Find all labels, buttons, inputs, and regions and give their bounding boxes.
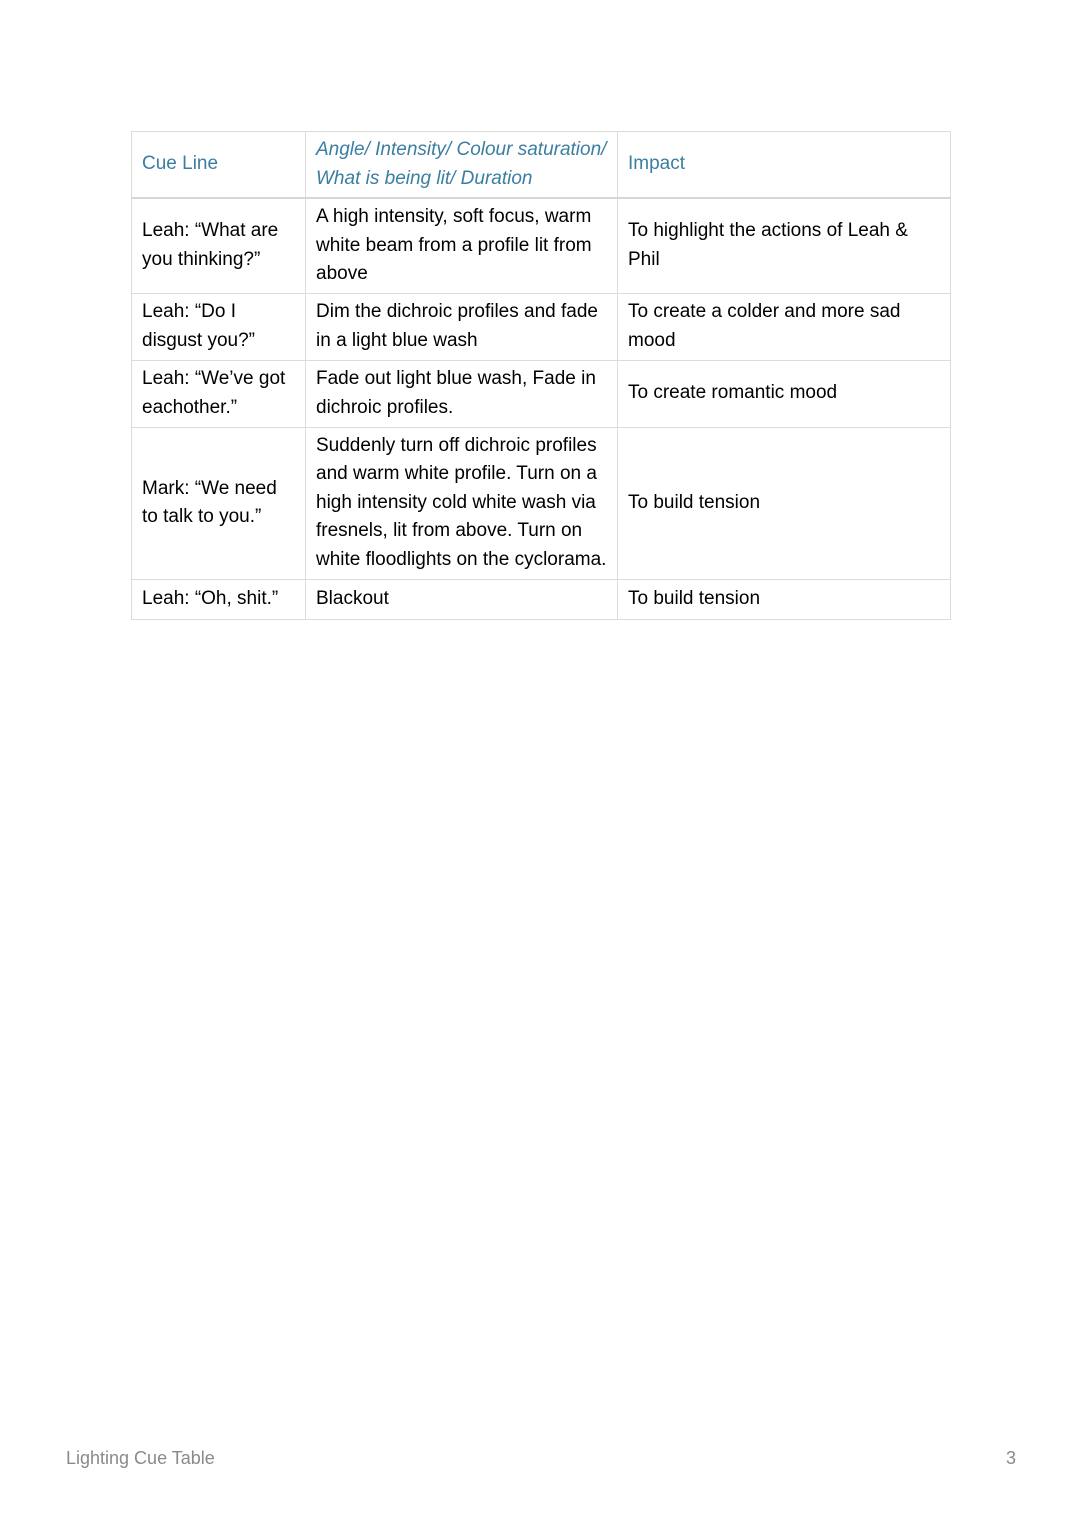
table-row — [132, 579, 951, 619]
lighting-details-cell: Blackout — [306, 579, 618, 619]
cue-line-cell: Leah: “What are you thinking?” — [132, 198, 306, 293]
cue-line-cell: Leah: “Oh, shit.” — [132, 579, 306, 619]
impact-cell: To build tension — [618, 579, 951, 619]
table-row — [132, 360, 951, 427]
header-cue-line: Cue Line — [132, 132, 306, 199]
impact-cell: To create a colder and more sad mood — [618, 293, 951, 360]
impact-cell: To create romantic mood — [618, 360, 951, 427]
impact-cell: To highlight the actions of Leah & Phil — [618, 198, 951, 293]
lighting-details-cell: Suddenly turn off dichroic profiles and warm white profile. Turn on a high intensity cold white wash via fresnels, lit from above. Turn on white floodlights on the cyclorama. — [306, 427, 618, 579]
cue-line-cell: Mark: “We need to talk to you.” — [132, 427, 306, 579]
cue-line-cell: Leah: “Do I disgust you?” — [132, 293, 306, 360]
header-lighting-details: Angle/ Intensity/ Colour saturation/ What is being lit/ Duration — [306, 132, 618, 199]
footer-page-number: 3 — [1005, 1448, 1016, 1468]
footer-document-title: Lighting Cue Table — [66, 1448, 215, 1468]
lighting-details-cell: A high intensity, soft focus, warm white beam from a profile lit from above — [306, 198, 618, 293]
table-row — [132, 427, 951, 579]
table-header-row — [132, 132, 951, 199]
cue-line-cell: Leah: “We’ve got eachother.” — [132, 360, 306, 427]
table-row — [132, 198, 951, 293]
lighting-details-cell: Fade out light blue wash, Fade in dichroic profiles. — [306, 360, 618, 427]
header-impact: Impact — [618, 132, 951, 199]
impact-cell: To build tension — [618, 427, 951, 579]
lighting-cue-table — [131, 131, 951, 620]
lighting-details-cell: Dim the dichroic profiles and fade in a light blue wash — [306, 293, 618, 360]
table-row — [132, 293, 951, 360]
